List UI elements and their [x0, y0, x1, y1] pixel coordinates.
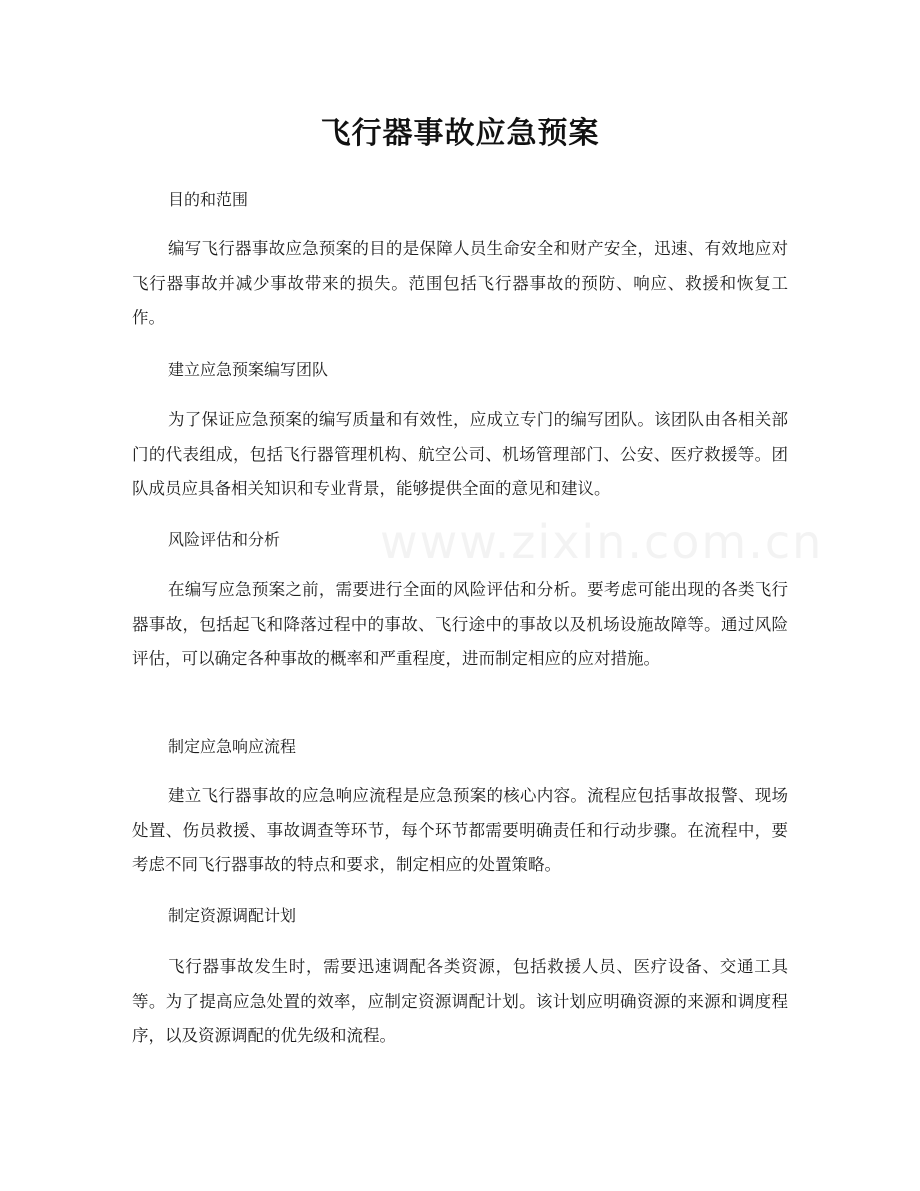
watermark: www.zixin.com.cn	[380, 515, 824, 569]
section-heading-3: 风险评估和分析	[168, 530, 281, 549]
section-body-5: 飞行器事故发生时，需要迅速调配各类资源，包括救援人员、医疗设备、交通工具等。为了提高应急处置的效率，应制定资源调配计划。该计划应明确资源的来源和调度程序，以及资源调配的优先级和流程。	[132, 957, 788, 1045]
section-body-4: 建立飞行器事故的应急响应流程是应急预案的核心内容。流程应包括事故报警、现场处置、伤员救援、事故调查等环节，每个环节都需要明确责任和行动步骤。在流程中，要考虑不同飞行器事故的特点和要求，制定相应的处置策略。	[132, 786, 788, 874]
section-heading-4: 制定应急响应流程	[168, 737, 297, 756]
section-body-3: 在编写应急预案之前，需要进行全面的风险评估和分析。要考虑可能出现的各类飞行器事故，包括起飞和降落过程中的事故、飞行途中的事故以及机场设施故障等。通过风险评估，可以确定各种事故的概率和严重程度，进而制定相应的应对措施。	[132, 580, 788, 668]
page-title: 飞行器事故应急预案	[320, 116, 600, 151]
section-heading-1: 目的和范围	[168, 190, 249, 209]
section-body-2: 为了保证应急预案的编写质量和有效性，应成立专门的编写团队。该团队由各相关部门的代表组成，包括飞行器管理机构、航空公司、机场管理部门、公安、医疗救援等。团队成员应具备相关知识和专业背景，能够提供全面的意见和建议。	[132, 410, 788, 498]
section-heading-5: 制定资源调配计划	[168, 906, 297, 925]
section-body-1: 编写飞行器事故应急预案的目的是保障人员生命安全和财产安全，迅速、有效地应对飞行器事故并减少事故带来的损失。范围包括飞行器事故的预防、响应、救援和恢复工作。	[132, 239, 788, 327]
section-heading-2: 建立应急预案编写团队	[168, 360, 329, 379]
